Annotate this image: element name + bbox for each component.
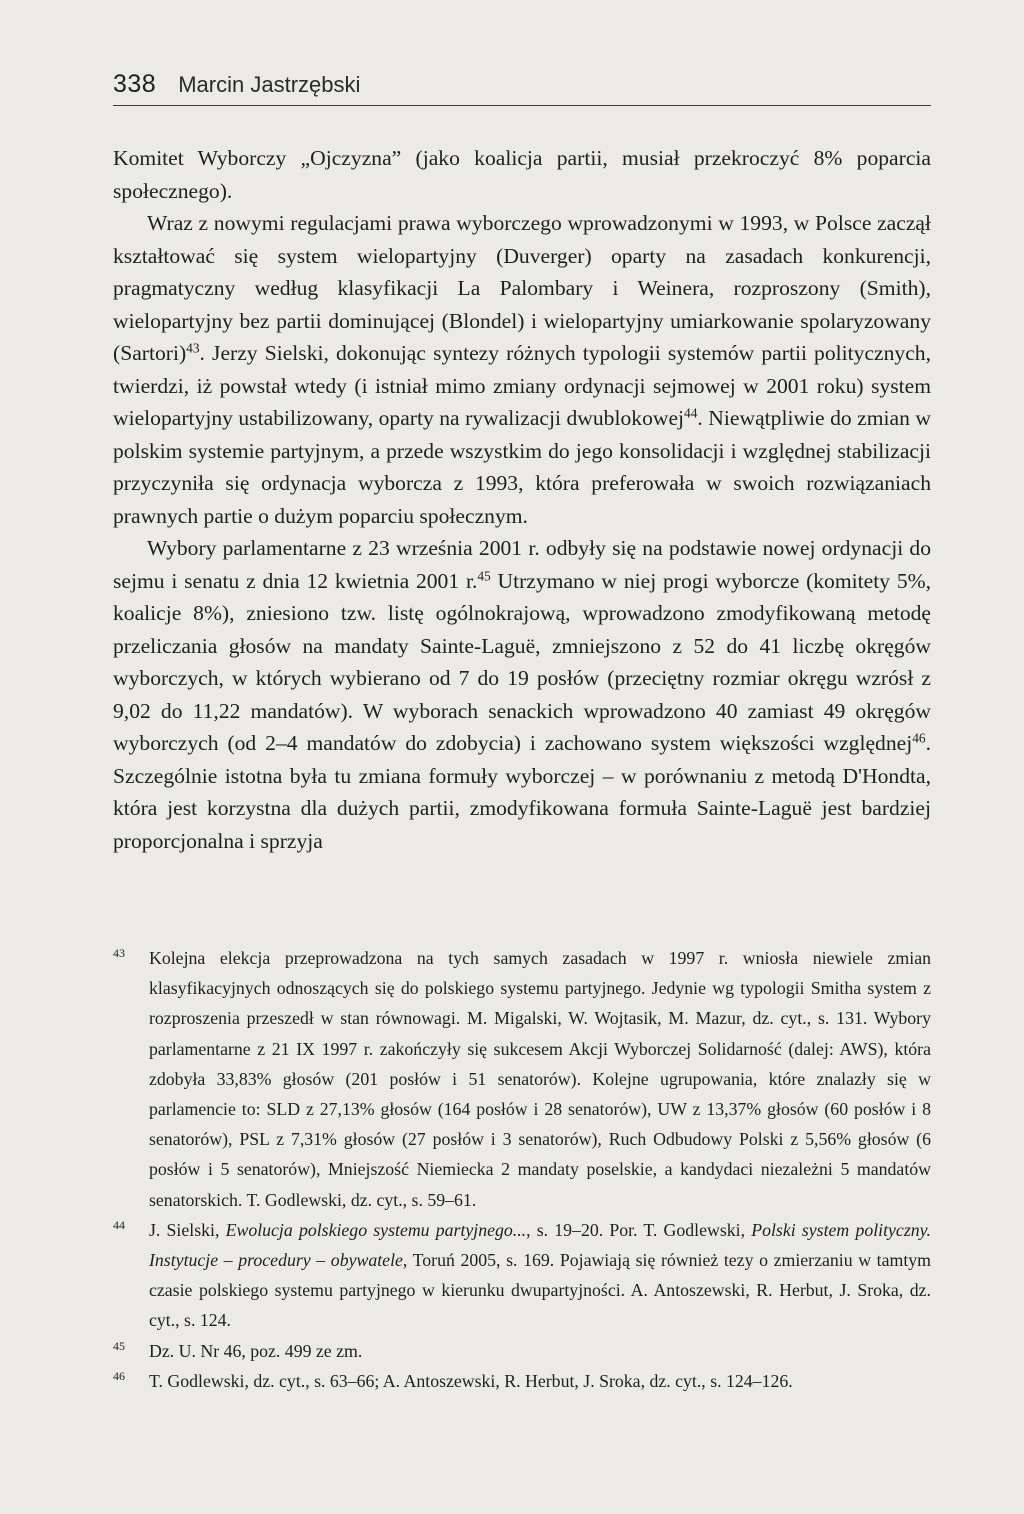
footnote-number: 44 [113,1217,125,1232]
paragraph-2-part-c: . Niewątpliwie do zmian w polskim systemie partyjnym, a przede wszystkim do jego konsolidacji i względnej stabilizacji przyczyniła się ordynacja wyborcza z 1993, która preferowała w swoich rozwiązaniach prawnych partie o dużym poparciu społecznym. [113,406,931,528]
footnote-number: 43 [113,946,125,960]
paragraph-2 [113,207,931,532]
page-number: 338 [113,70,157,98]
footnote-44-part-1: J. Sielski, [149,1219,226,1240]
footnote-43 [113,943,931,1215]
footnote-number: 45 [113,1338,125,1353]
footnote-text: Dz. U. Nr 46, poz. 499 ze zm. [149,1340,363,1361]
footnote-44 [113,1215,931,1336]
footnote-44-part-2: , s. 19–20. Por. T. Godlewski, [526,1219,752,1240]
footnote-text: Kolejna elekcja przeprowadzona na tych samych zasadach w 1997 r. wniosła niewiele zmian klasyfikacyjnych odnoszących się do polskiego systemu partyjnego. Jedynie wg typologii Smitha system z rozproszenia przeszedł w stan równowagi. M. Migalski, W. Wojtasik, M. Mazur, dz. cyt., s. 131. Wybory parlamentarne z 21 IX 1997 r. zakończyły się sukcesem Akcji Wyborczej Solidarność (dalej: AWS), która zdobyła 33,83% głosów (201 posłów i 51 senatorów). Kolejne ugrupowania, które znalazły się w parlamencie to: SLD z 27,13% głosów (164 posłów i 28 senatorów), UW z 13,37% głosów (60 posłów i 8 senatorów), PSL z 7,31% głosów (27 posłów i 3 senatorów), Ruch Odbudowy Polski z 5,56% głosów (6 posłów i 5 senatorów), Mniejszość Niemiecka 2 mandaty poselskie, a kandydaci niezależni 5 mandatów senatorskich. T. Godlewski, dz. cyt., s. 59–61. [149,948,931,1210]
footnote-text: T. Godlewski, dz. cyt., s. 63–66; A. Antoszewski, R. Herbut, J. Sroka, dz. cyt., s. 124–126. [149,1370,793,1391]
footnote-44-title-1: Ewolucja polskiego systemu partyjnego... [225,1219,527,1240]
paragraph-2-part-b: . Jerzy Sielski, dokonując syntezy różnych typologii systemów partii politycznych, twierdzi, iż powstał wtedy (i istniał mimo zmiany ordynacji sejmowej w 2001 roku) system wielopartyjny ustabilizowany, oparty na rywalizacji dwublokowej [113,341,931,430]
footnote-44-part-3: , Toruń 2005, s. 169. Pojawiają się również tezy o zmierzaniu w tamtym czasie polskiego systemu partyjnego w kierunku dwupartyjności. A. Antoszewski, R. Herbut, J. Sroka, dz. cyt., s. 124. [149,1250,931,1331]
paragraph-1: Komitet Wyborczy „Ojczyzna” (jako koalicja partii, musiał przekroczyć 8% poparcia społecznego). [113,146,931,203]
footnote-text [149,1215,931,1336]
footnote-number: 46 [113,1368,125,1383]
footnote-45 [113,1336,931,1366]
footnote-46 [113,1366,931,1396]
running-head [113,70,931,106]
running-head-author: Marcin Jastrzębski [178,72,361,97]
paragraph-3 [113,532,931,857]
footnote-ref-46: 46 [912,730,926,746]
footnotes [113,943,931,1396]
footnote-ref-45: 45 [477,568,491,584]
footnote-44-title-2: Polski system polityczny. Instytucje – procedury – obywatele [149,1219,931,1271]
paragraph-3-part-b: Utrzymano w niej progi wyborcze (komitety 5%, koalicje 8%), zniesiono tzw. listę ogólnokrajową, wprowadzono zmodyfikowaną metodę przeliczania głosów na mandaty Sainte-Laguë, zmniejszono z 52 do 41 liczbę okręgów wyborczych, w których wybierano od 7 do 19 posłów (przeciętny rozmiar okręgu wzrósł z 9,02 do 11,22 mandatów). W wyborach senackich wprowadzono 40 zamiast 49 okręgów wyborczych (od 2–4 mandatów do zdobycia) i zachowano system większości względnej [113,568,931,755]
body-text [113,142,931,857]
footnote-ref-44: 44 [684,405,698,421]
footnote-ref-43: 43 [186,340,200,356]
paragraph-2-part-a: Wraz z nowymi regulacjami prawa wyborczego wprowadzonymi w 1993, w Polsce zaczął kształtować się system wielopartyjny (Duverger) oparty na zasadach konkurencji, pragmatyczny według klasyfikacji La Palombary i Weinera, rozproszony (Smith), wielopartyjny bez partii dominującej (Blondel) i wielopartyjny umiarkowanie spolaryzowany (Sartori) [113,211,931,365]
paragraph-3-part-c: . Szczególnie istotna była tu zmiana formuły wyborczej – w porównaniu z metodą D'Hondta, która jest korzystna dla dużych partii, zmodyfikowana formuła Sainte-Laguë jest bardziej proporcjonalna i sprzyja [113,731,931,853]
paragraph-3-part-a: Wybory parlamentarne z 23 września 2001 r. odbyły się na podstawie nowej ordynacji do sejmu i senatu z dnia 12 kwietnia 2001 r. [113,536,931,593]
